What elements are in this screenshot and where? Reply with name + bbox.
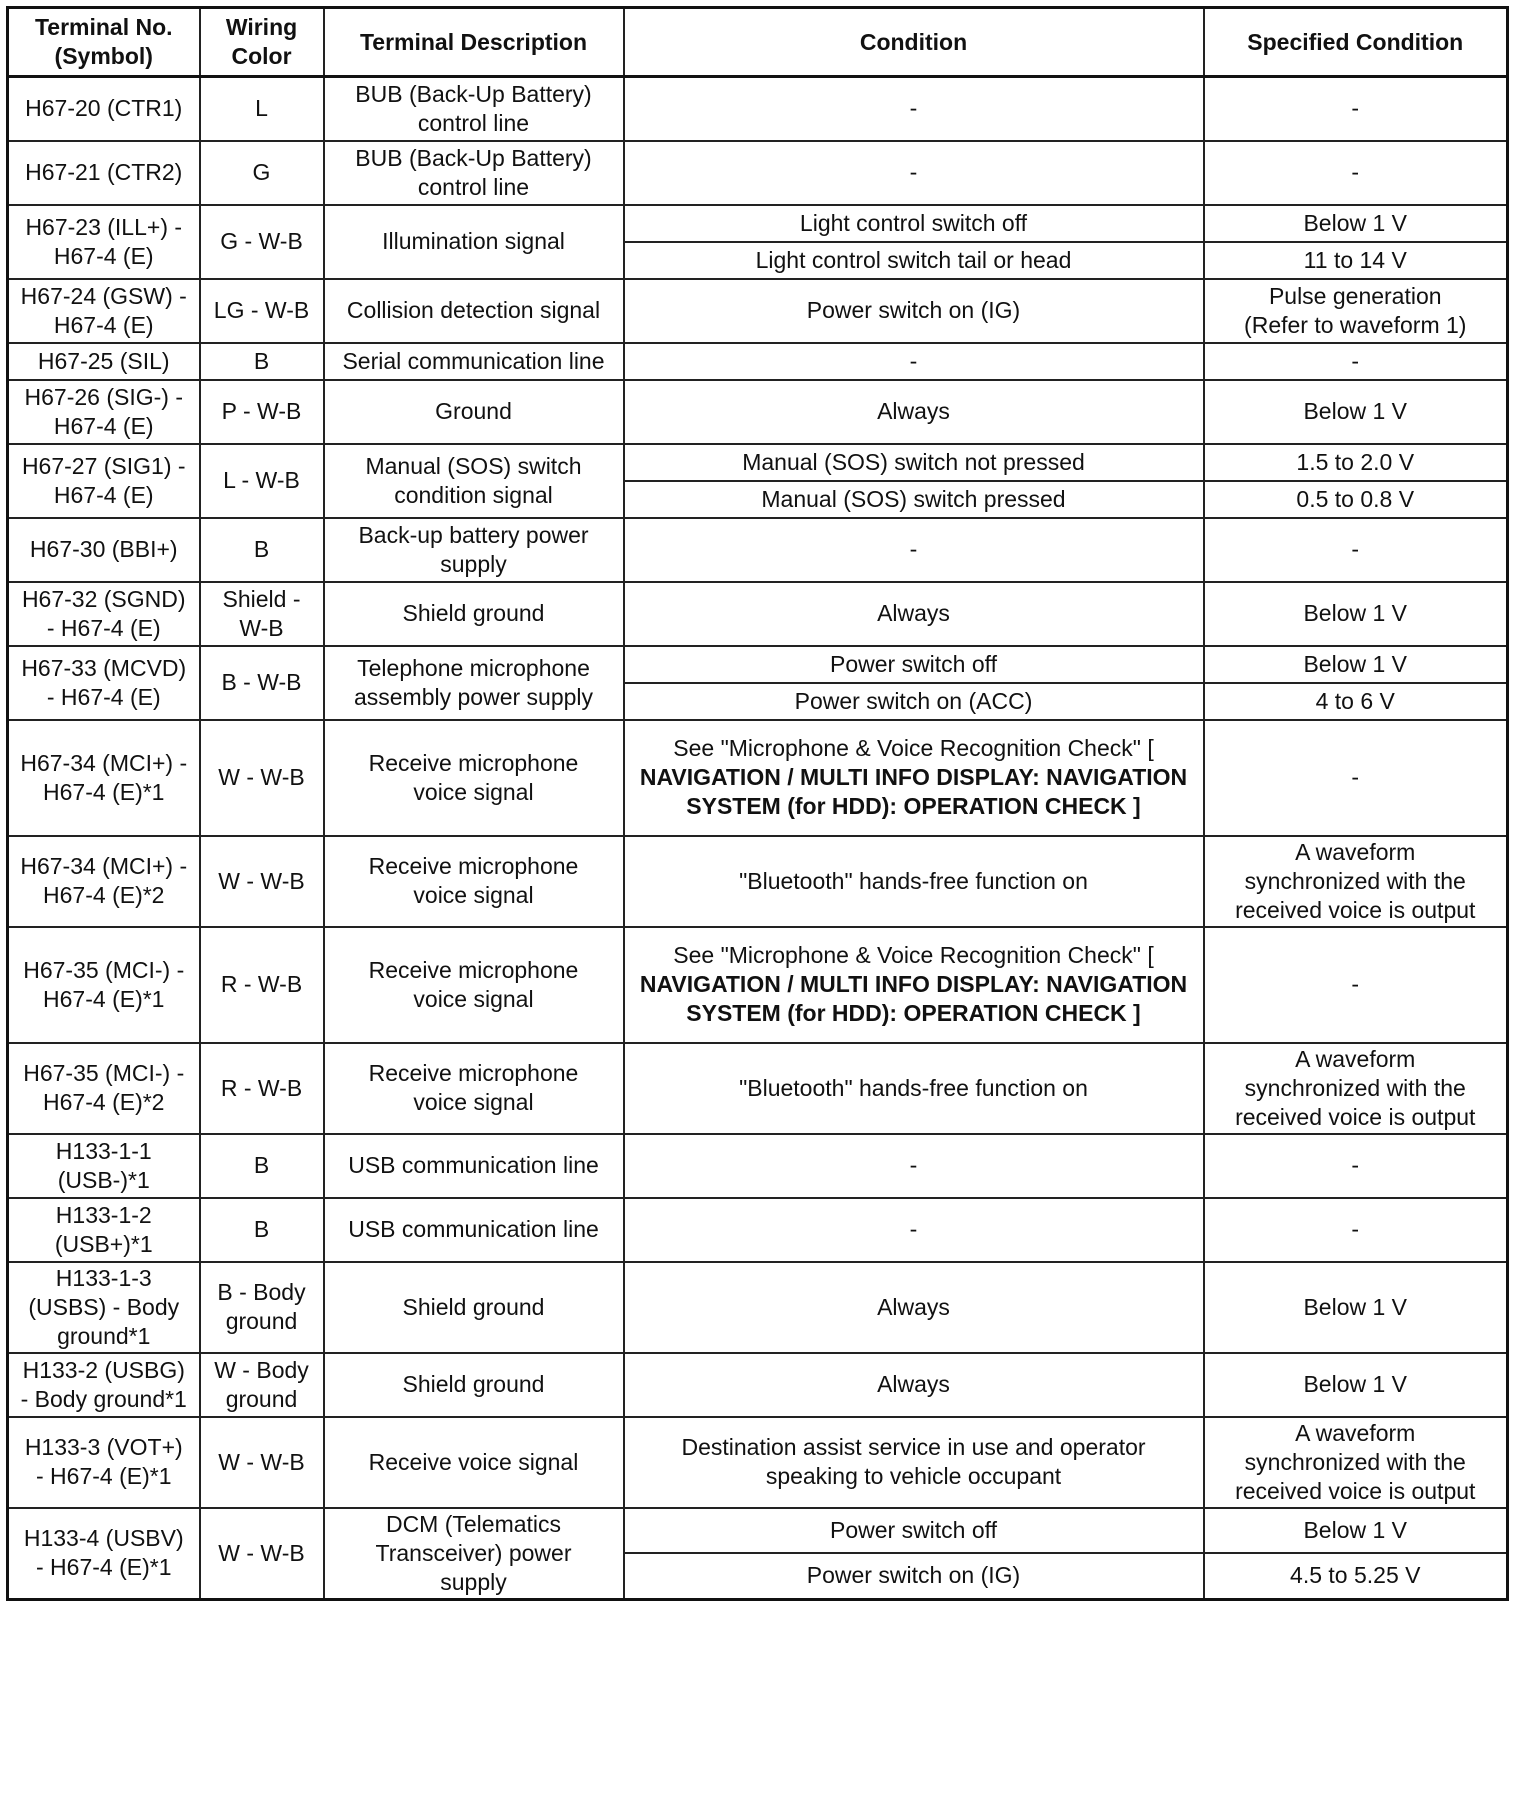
- specified-condition-cell: 4 to 6 V: [1204, 683, 1508, 720]
- terminal-cell: H67-34 (MCI+) - H67-4 (E)*2: [8, 836, 200, 927]
- operation-check-link[interactable]: NAVIGATION / MULTI INFO DISPLAY: NAVIGATION SYSTEM (for HDD): OPERATION CHECK ]: [639, 764, 1188, 819]
- terminal-cell: H133-2 (USBG) - Body ground*1: [8, 1353, 200, 1417]
- condition-cell: Always: [624, 380, 1204, 444]
- wiring-color-cell: B: [200, 1198, 324, 1262]
- condition-cell: "Bluetooth" hands-free function on: [624, 1043, 1204, 1134]
- table-row: [8, 1262, 1508, 1353]
- specified-condition-cell: 11 to 14 V: [1204, 242, 1508, 279]
- terminal-cell: H67-20 (CTR1): [8, 77, 200, 141]
- description-cell: Shield ground: [324, 1353, 624, 1417]
- description-cell: Shield ground: [324, 582, 624, 646]
- specified-condition-cell: A waveform synchronized with the received voice is output: [1204, 836, 1508, 927]
- description-cell: Receive microphone voice signal: [324, 720, 624, 836]
- wiring-color-cell: B - W-B: [200, 646, 324, 720]
- condition-cell: -: [624, 343, 1204, 380]
- wiring-color-cell: B - Body ground: [200, 1262, 324, 1353]
- table-body: [8, 77, 1508, 1600]
- terminal-cell: H133-3 (VOT+) - H67-4 (E)*1: [8, 1417, 200, 1508]
- description-cell: Illumination signal: [324, 205, 624, 279]
- wiring-color-cell: W - W-B: [200, 1417, 324, 1508]
- description-cell: Shield ground: [324, 1262, 624, 1353]
- terminal-cell: H133-1-1 (USB-)*1: [8, 1134, 200, 1198]
- table-row: [8, 205, 1508, 242]
- wiring-color-cell: LG - W-B: [200, 279, 324, 343]
- description-cell: Back-up battery power supply: [324, 518, 624, 582]
- specified-condition-cell: Below 1 V: [1204, 1262, 1508, 1353]
- specified-condition-cell: -: [1204, 518, 1508, 582]
- table-row: [8, 1353, 1508, 1417]
- table-header: [8, 8, 1508, 77]
- terminal-cell: H67-35 (MCI-) - H67-4 (E)*1: [8, 927, 200, 1043]
- specified-condition-cell: Below 1 V: [1204, 1508, 1508, 1554]
- terminal-cell: H67-21 (CTR2): [8, 141, 200, 205]
- specified-condition-cell: A waveform synchronized with the received voice is output: [1204, 1043, 1508, 1134]
- condition-cell: -: [624, 1134, 1204, 1198]
- condition-cell: Power switch on (IG): [624, 1553, 1204, 1599]
- condition-cell: Manual (SOS) switch pressed: [624, 481, 1204, 518]
- condition-cell: -: [624, 1198, 1204, 1262]
- specified-condition-cell: Below 1 V: [1204, 380, 1508, 444]
- terminal-cell: H67-25 (SIL): [8, 343, 200, 380]
- header-condition: Condition: [624, 8, 1204, 77]
- description-cell: Ground: [324, 380, 624, 444]
- description-cell: Telephone microphone assembly power supply: [324, 646, 624, 720]
- terminal-cell: H67-27 (SIG1) - H67-4 (E): [8, 444, 200, 518]
- description-cell: DCM (Telematics Transceiver) power supply: [324, 1508, 624, 1600]
- header-terminal: Terminal No. (Symbol): [8, 8, 200, 77]
- wiring-color-cell: G: [200, 141, 324, 205]
- condition-cell: Destination assist service in use and operator speaking to vehicle occupant: [624, 1417, 1204, 1508]
- condition-cell: Power switch off: [624, 646, 1204, 683]
- specified-condition-cell: -: [1204, 1198, 1508, 1262]
- condition-cell: -: [624, 518, 1204, 582]
- table-row: [8, 720, 1508, 836]
- table-row: [8, 518, 1508, 582]
- wiring-color-cell: P - W-B: [200, 380, 324, 444]
- condition-cell: -: [624, 77, 1204, 141]
- wiring-color-cell: W - W-B: [200, 1508, 324, 1600]
- specified-condition-cell: -: [1204, 927, 1508, 1043]
- specified-condition-cell: -: [1204, 343, 1508, 380]
- terminal-cell: H67-24 (GSW) - H67-4 (E): [8, 279, 200, 343]
- terminal-cell: H133-1-2 (USB+)*1: [8, 1198, 200, 1262]
- table-row: [8, 77, 1508, 141]
- condition-cell: [624, 720, 1204, 836]
- table-row: [8, 1043, 1508, 1134]
- table-row: [8, 141, 1508, 205]
- description-cell: Serial communication line: [324, 343, 624, 380]
- condition-cell: -: [624, 141, 1204, 205]
- wiring-color-cell: R - W-B: [200, 927, 324, 1043]
- specified-condition-cell: 0.5 to 0.8 V: [1204, 481, 1508, 518]
- condition-cell: Manual (SOS) switch not pressed: [624, 444, 1204, 481]
- table-row: [8, 582, 1508, 646]
- terminal-cell: H67-26 (SIG-) - H67-4 (E): [8, 380, 200, 444]
- condition-cell: "Bluetooth" hands-free function on: [624, 836, 1204, 927]
- header-wiring-color: Wiring Color: [200, 8, 324, 77]
- condition-cell: Light control switch tail or head: [624, 242, 1204, 279]
- wiring-color-cell: W - Body ground: [200, 1353, 324, 1417]
- wiring-color-cell: W - W-B: [200, 836, 324, 927]
- header-terminal-description: Terminal Description: [324, 8, 624, 77]
- terminal-cell: H67-33 (MCVD) - H67-4 (E): [8, 646, 200, 720]
- description-cell: Receive microphone voice signal: [324, 836, 624, 927]
- header-row: [8, 8, 1508, 77]
- table-row: [8, 380, 1508, 444]
- wiring-color-cell: W - W-B: [200, 720, 324, 836]
- wiring-color-cell: B: [200, 518, 324, 582]
- wiring-color-cell: G - W-B: [200, 205, 324, 279]
- specified-condition-cell: A waveform synchronized with the received voice is output: [1204, 1417, 1508, 1508]
- specified-condition-cell: -: [1204, 1134, 1508, 1198]
- header-specified-condition: Specified Condition: [1204, 8, 1508, 77]
- terminal-spec-table-container: [6, 6, 1506, 1601]
- table-row: [8, 343, 1508, 380]
- specified-condition-cell: Pulse generation (Refer to waveform 1): [1204, 279, 1508, 343]
- wiring-color-cell: L: [200, 77, 324, 141]
- condition-cell: Always: [624, 1262, 1204, 1353]
- condition-cell: Power switch on (IG): [624, 279, 1204, 343]
- description-cell: Receive microphone voice signal: [324, 1043, 624, 1134]
- description-cell: USB communication line: [324, 1198, 624, 1262]
- condition-cell: Power switch on (ACC): [624, 683, 1204, 720]
- table-row: [8, 444, 1508, 481]
- terminal-cell: H67-34 (MCI+) - H67-4 (E)*1: [8, 720, 200, 836]
- terminal-cell: H133-1-3 (USBS) - Body ground*1: [8, 1262, 200, 1353]
- description-cell: Manual (SOS) switch condition signal: [324, 444, 624, 518]
- description-cell: USB communication line: [324, 1134, 624, 1198]
- wiring-color-cell: Shield - W-B: [200, 582, 324, 646]
- table-row: [8, 927, 1508, 1043]
- description-cell: Receive microphone voice signal: [324, 927, 624, 1043]
- table-row: [8, 646, 1508, 683]
- specified-condition-cell: 1.5 to 2.0 V: [1204, 444, 1508, 481]
- table-row: [8, 279, 1508, 343]
- condition-cell: Always: [624, 1353, 1204, 1417]
- specified-condition-cell: Below 1 V: [1204, 646, 1508, 683]
- description-cell: Receive voice signal: [324, 1417, 624, 1508]
- specified-condition-cell: -: [1204, 720, 1508, 836]
- specified-condition-cell: -: [1204, 141, 1508, 205]
- wiring-color-cell: L - W-B: [200, 444, 324, 518]
- description-cell: BUB (Back-Up Battery) control line: [324, 141, 624, 205]
- terminal-cell: H67-23 (ILL+) - H67-4 (E): [8, 205, 200, 279]
- condition-cell: Power switch off: [624, 1508, 1204, 1554]
- wiring-color-cell: R - W-B: [200, 1043, 324, 1134]
- wiring-color-cell: B: [200, 1134, 324, 1198]
- specified-condition-cell: 4.5 to 5.25 V: [1204, 1553, 1508, 1599]
- description-cell: BUB (Back-Up Battery) control line: [324, 77, 624, 141]
- see-check-text: See "Microphone & Voice Recognition Check" [: [673, 735, 1154, 761]
- description-cell: Collision detection signal: [324, 279, 624, 343]
- table-row: [8, 836, 1508, 927]
- table-row: [8, 1198, 1508, 1262]
- terminal-cell: H133-4 (USBV) - H67-4 (E)*1: [8, 1508, 200, 1600]
- condition-cell: Light control switch off: [624, 205, 1204, 242]
- operation-check-link[interactable]: NAVIGATION / MULTI INFO DISPLAY: NAVIGATION SYSTEM (for HDD): OPERATION CHECK ]: [639, 971, 1188, 1026]
- specified-condition-cell: Below 1 V: [1204, 205, 1508, 242]
- specified-condition-cell: Below 1 V: [1204, 1353, 1508, 1417]
- table-row: [8, 1134, 1508, 1198]
- specified-condition-cell: -: [1204, 77, 1508, 141]
- terminal-cell: H67-30 (BBI+): [8, 518, 200, 582]
- specified-condition-cell: Below 1 V: [1204, 582, 1508, 646]
- terminal-spec-table: [6, 6, 1509, 1601]
- condition-cell: Always: [624, 582, 1204, 646]
- table-row: [8, 1508, 1508, 1554]
- terminal-cell: H67-32 (SGND) - H67-4 (E): [8, 582, 200, 646]
- see-check-text: See "Microphone & Voice Recognition Check" [: [673, 942, 1154, 968]
- wiring-color-cell: B: [200, 343, 324, 380]
- terminal-cell: H67-35 (MCI-) - H67-4 (E)*2: [8, 1043, 200, 1134]
- table-row: [8, 1417, 1508, 1508]
- condition-cell: [624, 927, 1204, 1043]
